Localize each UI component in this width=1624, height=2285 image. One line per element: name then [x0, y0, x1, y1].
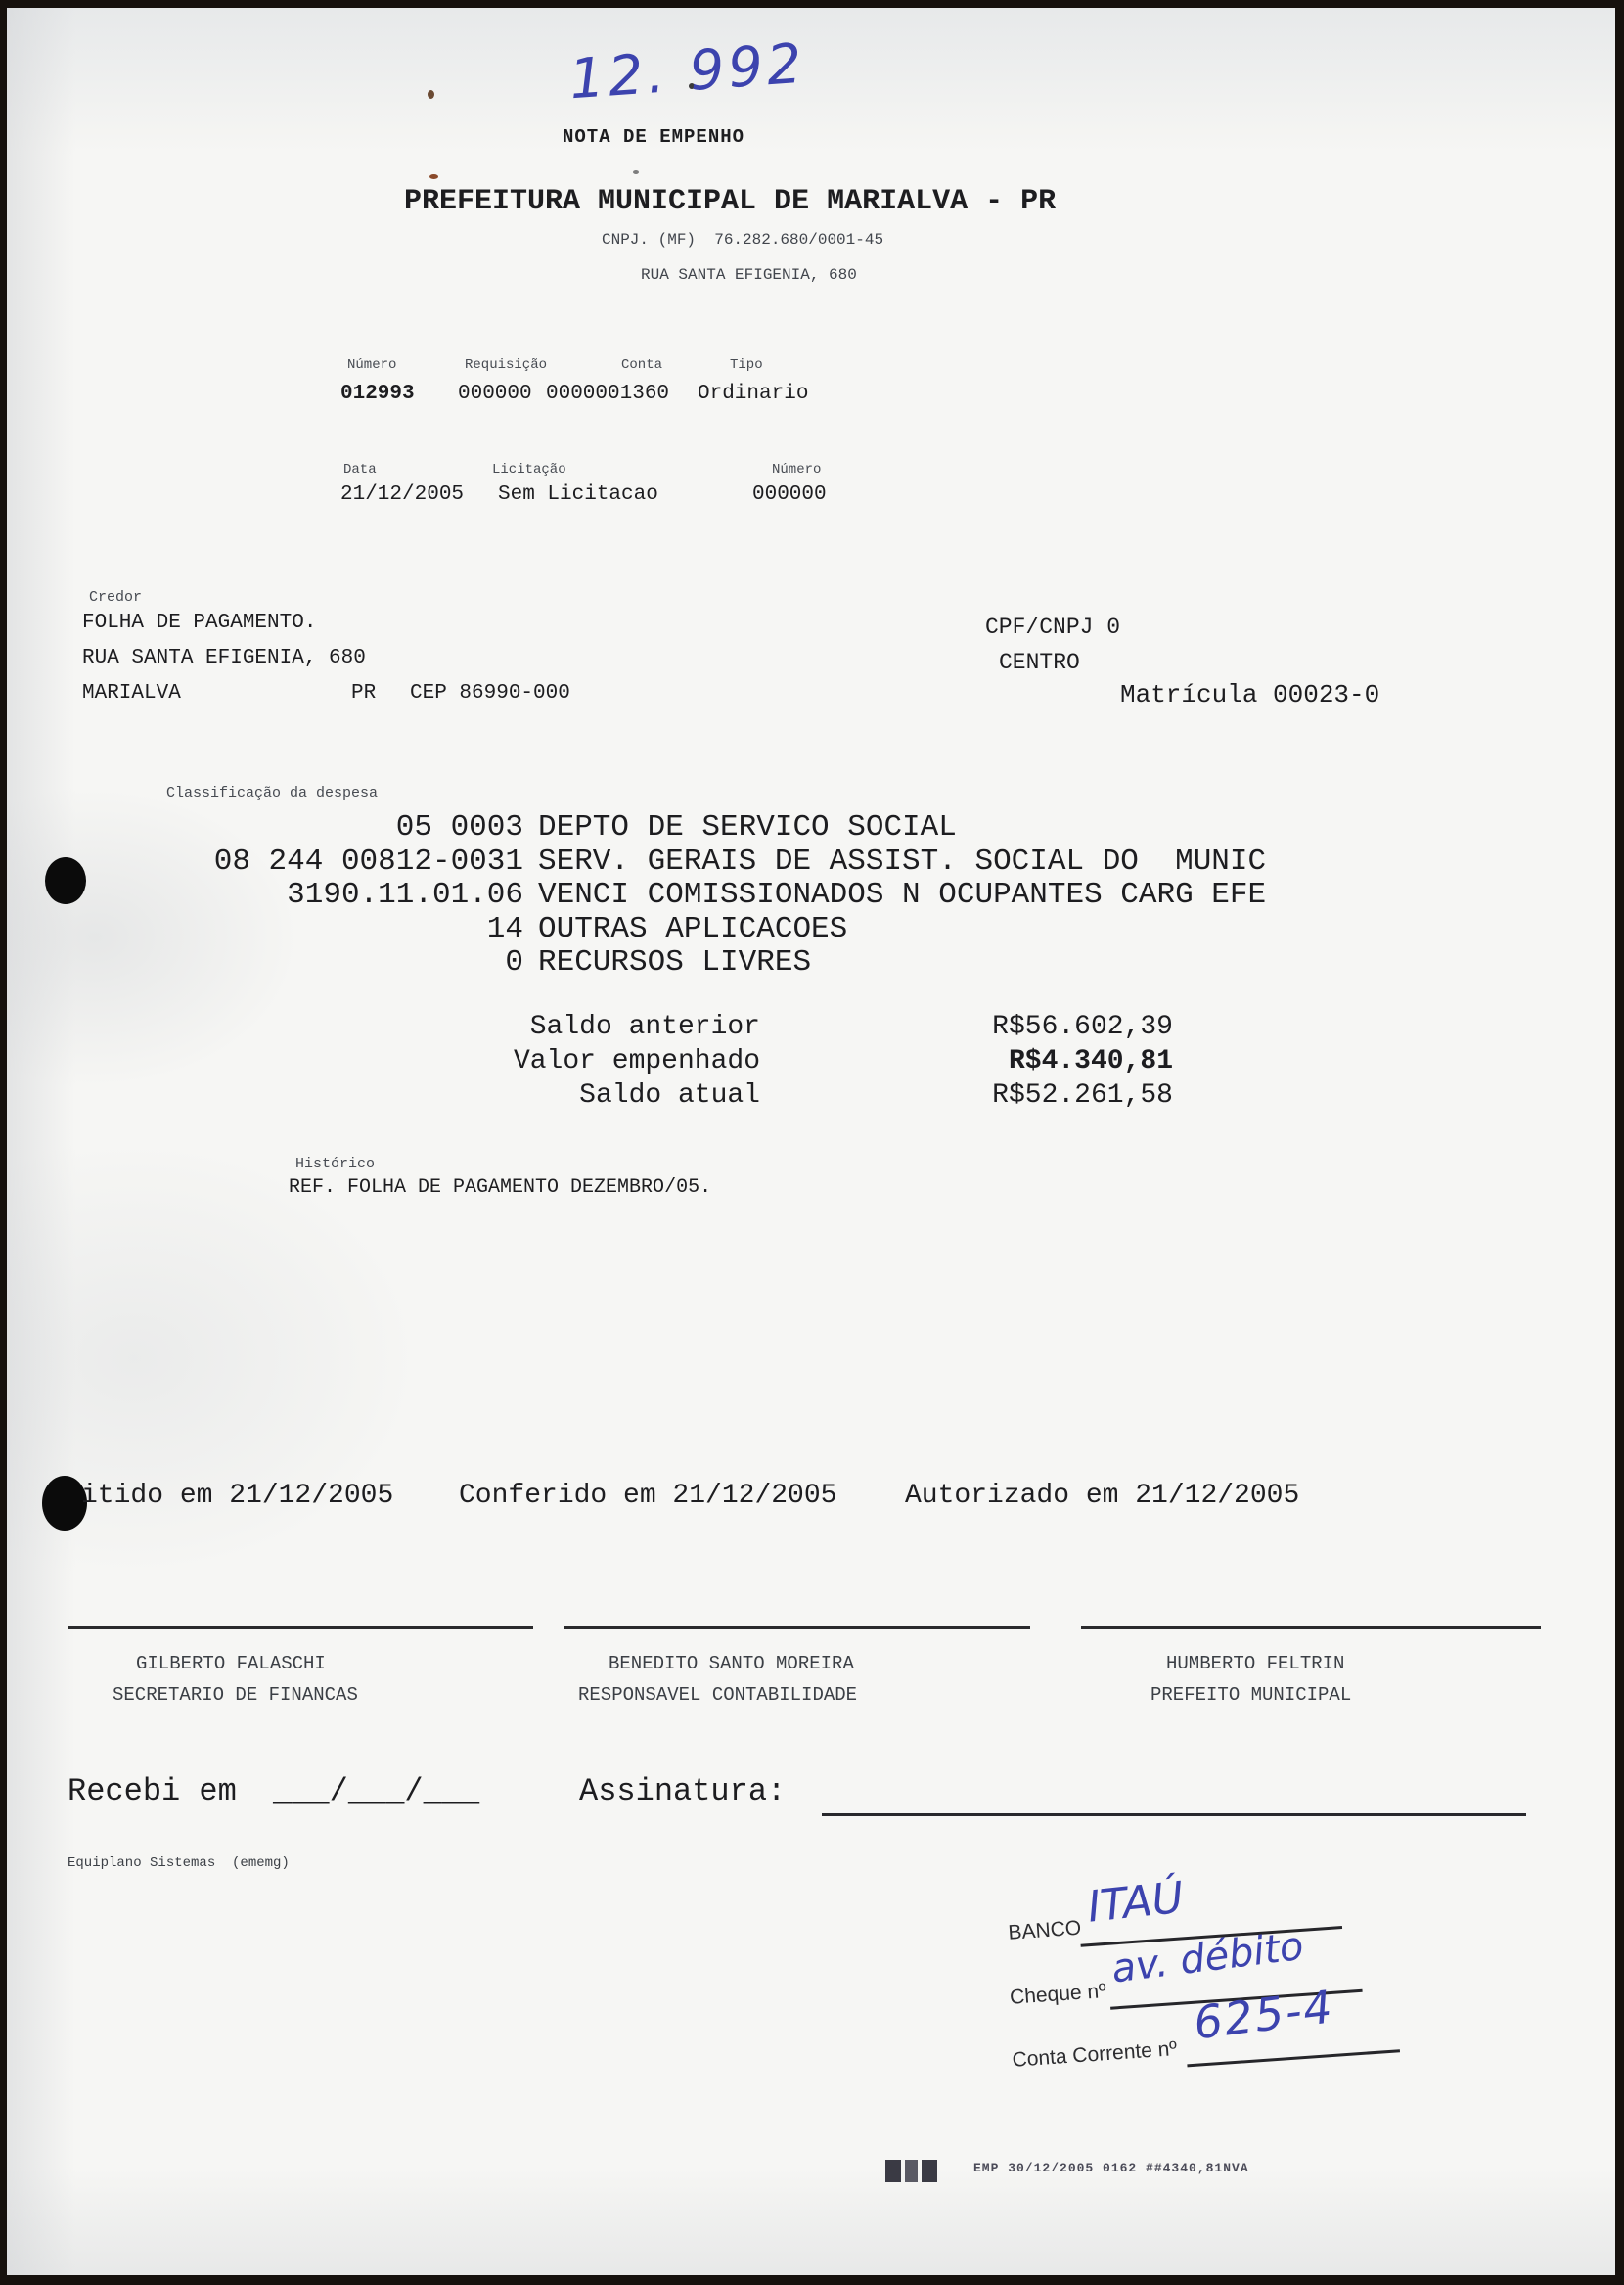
org-address: RUA SANTA EFIGENIA, 680	[641, 266, 857, 284]
data-label: Data	[343, 462, 377, 478]
credor-label: Credor	[89, 589, 143, 606]
numero-value: 012993	[340, 383, 415, 405]
saldo-row	[330, 1046, 1173, 1077]
validator-stamp-blocks	[885, 2160, 937, 2182]
credor-cep: CEP 86990-000	[410, 682, 570, 705]
credor-endereco: RUA SANTA EFIGENIA, 680	[82, 647, 366, 669]
classificacao-descricao: RECURSOS LIVRES	[538, 945, 812, 980]
licitacao-label: Licitação	[492, 462, 566, 478]
classificacao-codigo: 3190.11.01.06	[287, 878, 523, 912]
credor-cidade: MARIALVA	[82, 682, 181, 705]
classificacao-row	[201, 912, 847, 947]
ink-speck	[633, 170, 639, 174]
historico-texto: REF. FOLHA DE PAGAMENTO DEZEMBRO/05.	[289, 1176, 712, 1199]
cheque-handwritten-value: av. débito	[1108, 1923, 1306, 1992]
conta-value: 0000001360	[546, 383, 670, 405]
licitacao-numero-label: Número	[772, 462, 822, 478]
recebi-em-label: Recebi em	[68, 1773, 237, 1809]
classificacao-codigo: 05 0003	[395, 810, 523, 845]
numero-label: Número	[347, 357, 397, 373]
assinatura-cargo: PREFEITO MUNICIPAL	[1150, 1684, 1352, 1706]
assinatura-cargo: SECRETARIO DE FINANCAS	[113, 1684, 358, 1706]
classificacao-codigo: 14	[486, 912, 523, 946]
classificacao-descricao: SERV. GERAIS DE ASSIST. SOCIAL DO MUNIC	[538, 845, 1267, 879]
saldo-valor: R$52.261,58	[992, 1080, 1173, 1111]
requisicao-label: Requisição	[465, 357, 548, 373]
banco-stamp-group	[990, 1853, 1434, 2093]
classificacao-codigo: 08 244 00812-0031	[213, 845, 523, 879]
saldo-valor: R$56.602,39	[992, 1012, 1173, 1042]
org-name: PREFEITURA MUNICIPAL DE MARIALVA - PR	[404, 185, 1057, 218]
classificacao-descricao: OUTRAS APLICACOES	[538, 912, 848, 946]
conta-corrente-blank-line	[1187, 2049, 1400, 2067]
credor-matricula: Matrícula 00023-0	[1120, 680, 1380, 709]
saldo-row	[330, 1080, 1173, 1112]
licitacao-value: Sem Licitacao	[498, 483, 658, 506]
licitacao-numero-value: 000000	[752, 483, 827, 506]
classificacao-row	[201, 845, 1266, 880]
conferido-em: Conferido em 21/12/2005	[459, 1481, 837, 1511]
assinatura-nome: GILBERTO FALASCHI	[136, 1653, 326, 1674]
ink-speck	[428, 90, 434, 99]
classificacao-codigo: 0	[505, 945, 523, 980]
saldo-label: Saldo anterior	[529, 1012, 760, 1042]
assinatura-nome: BENEDITO SANTO MOREIRA	[609, 1653, 854, 1674]
assinatura-nome: HUMBERTO FELTRIN	[1166, 1653, 1345, 1674]
classificacao-row	[201, 945, 811, 981]
assinatura-blank-line	[822, 1813, 1526, 1816]
signature-line	[564, 1626, 1030, 1629]
assinatura-label: Assinatura:	[579, 1773, 787, 1809]
validator-stamp-text: EMP 30/12/2005 0162 ##4340,81NVA	[973, 2161, 1249, 2175]
recebi-data-blanks: ___/___/___	[273, 1773, 480, 1809]
credor-uf: PR	[351, 682, 377, 705]
banco-label: BANCO	[1007, 1916, 1082, 1944]
conta-corrente-handwritten-value: 625-4	[1191, 1980, 1337, 2050]
conta-corrente-label: Conta Corrente nº	[1011, 2037, 1178, 2072]
cheque-label: Cheque nº	[1009, 1980, 1107, 2009]
handwritten-doc-number: 12. 992	[566, 31, 808, 113]
credor-bairro: CENTRO	[999, 650, 1080, 675]
signature-line	[68, 1626, 533, 1629]
requisicao-value: 000000	[458, 383, 532, 405]
banco-handwritten-value: ITAÚ	[1085, 1872, 1187, 1933]
assinatura-cargo: RESPONSAVEL CONTABILIDADE	[578, 1684, 858, 1706]
saldo-label: Saldo atual	[579, 1080, 760, 1111]
classificacao-row	[201, 810, 957, 845]
saldo-label: Valor empenhado	[513, 1046, 760, 1076]
saldo-valor: R$4.340,81	[1008, 1046, 1173, 1076]
classificacao-row	[201, 878, 1266, 913]
data-value: 21/12/2005	[340, 483, 465, 506]
emitido-em: itido em 21/12/2005	[81, 1481, 394, 1511]
ink-speck	[429, 174, 438, 179]
doc-title: NOTA DE EMPENHO	[563, 126, 745, 148]
conta-label: Conta	[621, 357, 663, 373]
credor-cpf-cnpj: CPF/CNPJ 0	[985, 615, 1121, 640]
classificacao-descricao: VENCI COMISSIONADOS N OCUPANTES CARG EFE	[538, 878, 1267, 912]
credor-nome: FOLHA DE PAGAMENTO.	[82, 612, 317, 634]
tipo-value: Ordinario	[698, 383, 809, 405]
saldo-row	[330, 1012, 1173, 1043]
classificacao-label: Classificação da despesa	[166, 785, 379, 801]
org-cnpj: CNPJ. (MF) 76.282.680/0001-45	[602, 231, 884, 249]
rodape-sistema: Equiplano Sistemas (ememg)	[68, 1855, 290, 1871]
tipo-label: Tipo	[730, 357, 763, 373]
autorizado-em: Autorizado em 21/12/2005	[905, 1481, 1300, 1511]
signature-line	[1081, 1626, 1541, 1629]
hole-punch-top	[45, 857, 86, 904]
historico-label: Histórico	[295, 1156, 376, 1172]
classificacao-descricao: DEPTO DE SERVICO SOCIAL	[538, 810, 957, 845]
